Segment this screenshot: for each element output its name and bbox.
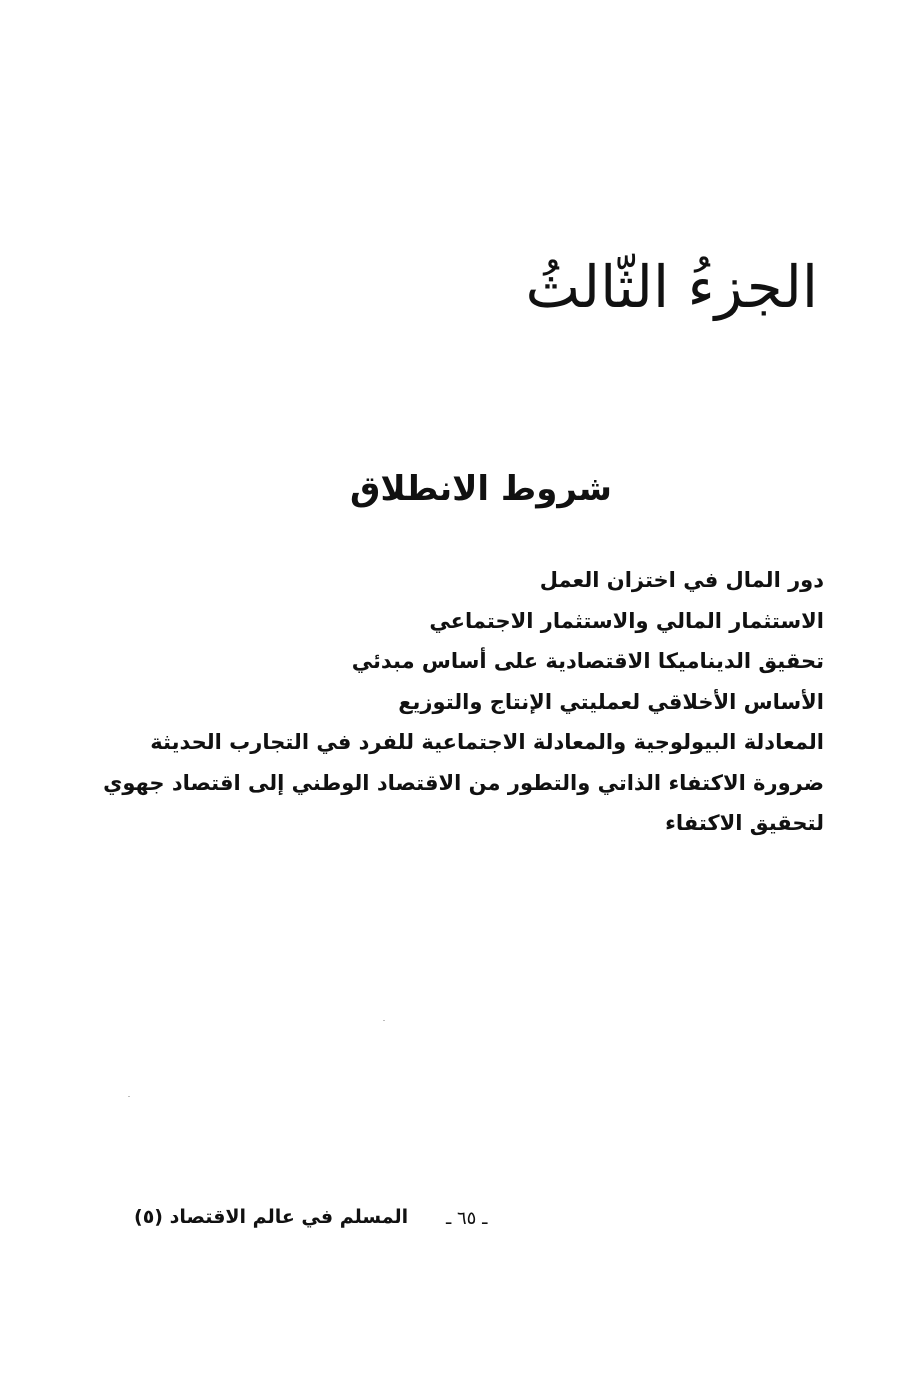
contents-item: دور المال في اختزان العمل xyxy=(539,568,824,592)
contents-item: ضرورة الاكتفاء الذاتي والتطور من الاقتصاد الوطني إلى اقتصاد جهوي xyxy=(103,770,824,795)
section-title xyxy=(0,469,910,509)
part-title: الجزءُ الثّالثُ xyxy=(525,253,818,321)
contents-item: الاستثمار المالي والاستثمار الاجتماعي xyxy=(429,608,824,633)
contents-item: الأساس الأخلاقي لعمليتي الإنتاج والتوزيع xyxy=(398,689,824,714)
contents-item: تحقيق الديناميكا الاقتصادية على أساس مبدئي xyxy=(351,649,824,673)
page-number: ـ ٦٥ ـ xyxy=(446,1208,488,1229)
contents-item-continuation: لتحقيق الاكتفاء xyxy=(665,811,824,835)
footer-book-title: المسلم في عالم الاقتصاد (٥) xyxy=(134,1206,409,1228)
scan-speck xyxy=(383,1020,385,1021)
scan-speck xyxy=(128,1096,130,1097)
contents-item: المعادلة البيولوجية والمعادلة الاجتماعية للفرد في التجارب الحديثة xyxy=(150,730,824,754)
section-title-text: شروط الانطلاق xyxy=(350,469,612,509)
contents-list xyxy=(103,560,824,844)
